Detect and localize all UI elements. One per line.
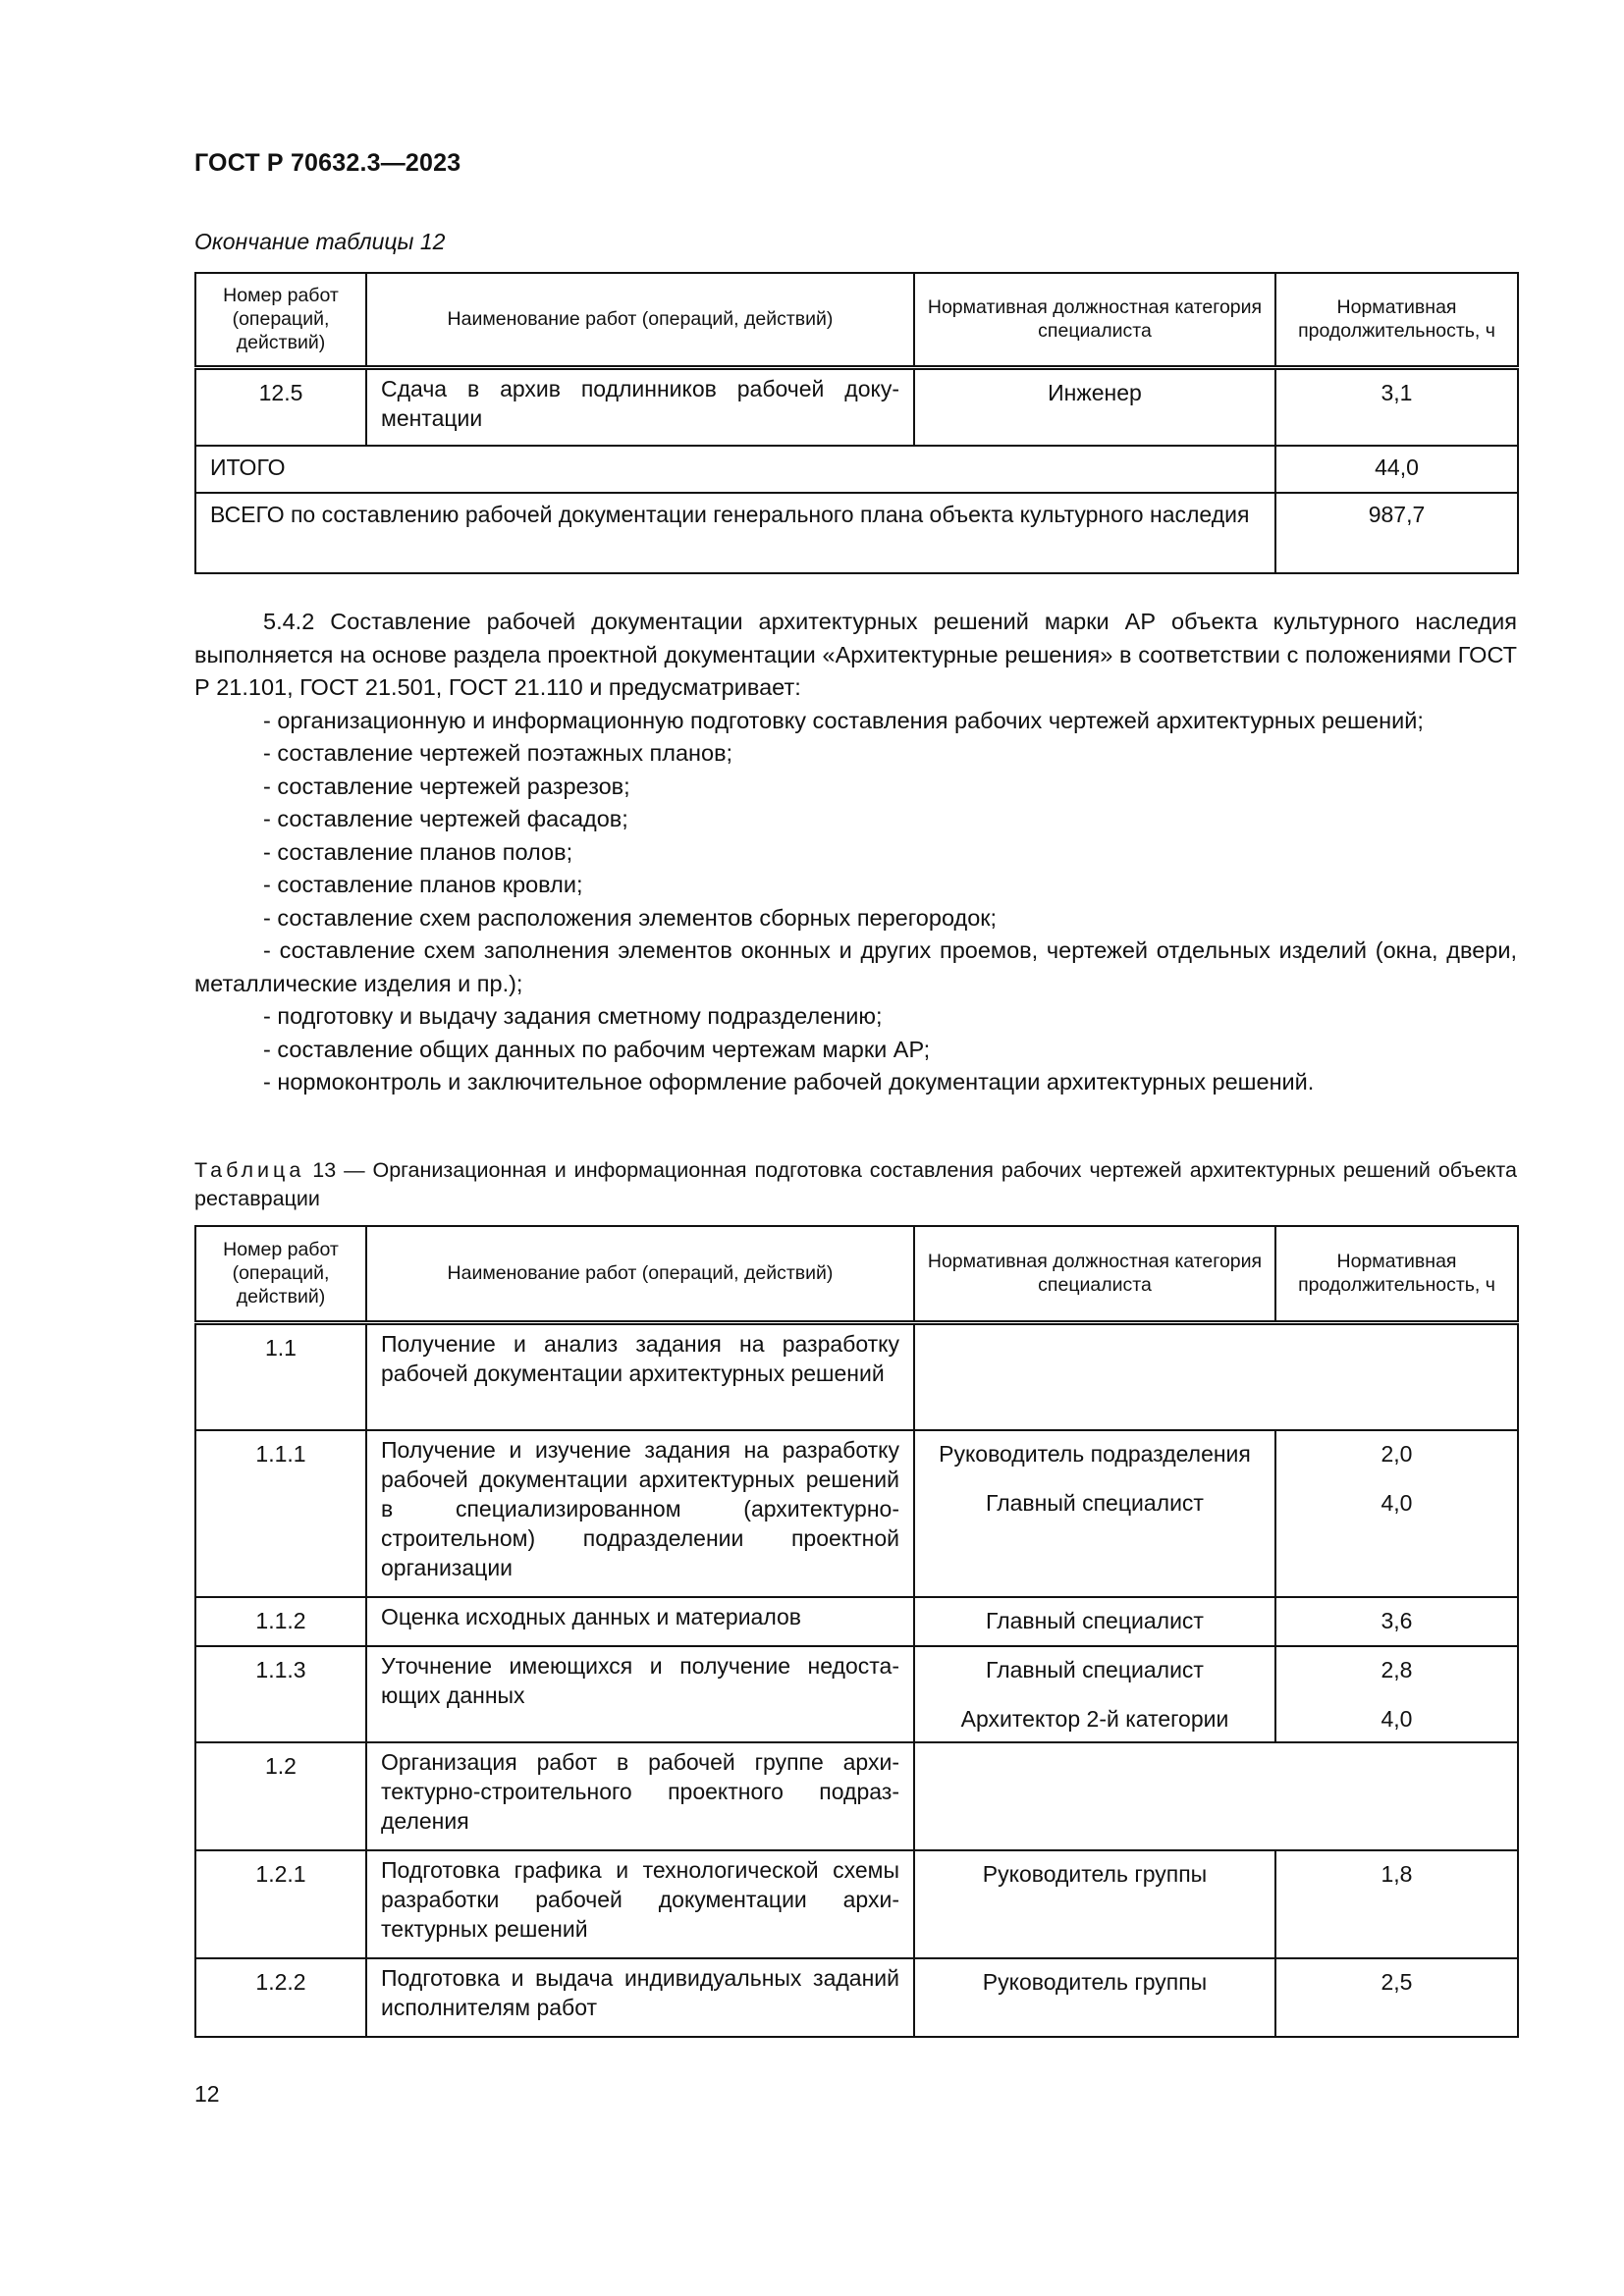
row-name: Уточнение имеющихся и получение недостающих данных xyxy=(366,1646,914,1742)
page-number: 12 xyxy=(194,2081,220,2107)
row-duration xyxy=(1275,1646,1518,1742)
list-item: - составление планов полов; xyxy=(263,838,573,865)
row-name: Подготовка и выдача индивидуальных заданий исполнителям работ xyxy=(366,1958,914,2037)
itogo-row xyxy=(195,446,1518,493)
category-1: Руководитель подразделения xyxy=(939,1441,1251,1467)
vsego-row xyxy=(195,493,1518,573)
caption-prefix: Таблица xyxy=(194,1158,305,1182)
duration-1: 2,8 xyxy=(1380,1657,1413,1682)
category-2: Архитектор 2-й категории xyxy=(960,1706,1229,1732)
category-1: Главный специалист xyxy=(986,1657,1204,1682)
list-item: - составление чертежей поэтажных планов; xyxy=(263,740,733,766)
document-code: ГОСТ Р 70632.3—2023 xyxy=(194,149,461,177)
row-category xyxy=(914,1646,1275,1742)
column-header-duration: Нормативная продолжительность, ч xyxy=(1275,1226,1518,1322)
list-item: - составление схем расположения элементов сборных перегородок; xyxy=(263,904,998,931)
row-number: 1.2.2 xyxy=(195,1958,366,2037)
table-row xyxy=(195,1646,1518,1742)
row-number: 1.1.1 xyxy=(195,1430,366,1597)
column-header-category: Нормативная должностная категория специалиста xyxy=(914,1226,1275,1322)
row-name: Организация работ в рабочей группе архитектурно-строительного проектного подразделения xyxy=(366,1742,914,1850)
row-name: Подготовка графика и технологической схемы разработки рабочей документации архитектурных решений xyxy=(366,1850,914,1958)
row-number: 12.5 xyxy=(195,367,366,446)
table-row-group xyxy=(195,1322,1518,1430)
column-header-name: Наименование работ (операций, действий) xyxy=(366,273,914,367)
row-empty xyxy=(914,1322,1518,1430)
vsego-value: 987,7 xyxy=(1275,493,1518,573)
itogo-value: 44,0 xyxy=(1275,446,1518,493)
list-item: - нормоконтроль и заключительное оформление рабочей документации архитектурных решений. xyxy=(263,1069,1315,1095)
list-item: - составление схем заполнения элементов оконных и других проемов, чертежей отдельных изделий (окна, двери, металлические изделия и пр.); xyxy=(194,937,1517,996)
row-number: 1.1 xyxy=(195,1322,366,1430)
table-13-caption xyxy=(194,1156,1517,1213)
list-item: - подготовку и выдачу задания сметному подразделению; xyxy=(263,1003,883,1029)
table-row xyxy=(195,1958,1518,2037)
column-header-name: Наименование работ (операций, действий) xyxy=(366,1226,914,1322)
table-row xyxy=(195,1597,1518,1646)
duration-2: 4,0 xyxy=(1380,1490,1413,1516)
duration-1: 2,0 xyxy=(1380,1441,1413,1467)
row-number: 1.2 xyxy=(195,1742,366,1850)
row-name: Получение и анализ задания на разработку рабочей документации архитектурных решений xyxy=(366,1322,914,1430)
section-intro: 5.4.2 Составление рабочей документации архитектурных решений марки АР объекта культурного наследия выполняется на основе раздела проектной документации «Архитектурные решения» в соответствии с положениями ГОСТ Р 21.101, ГОСТ 21.501, ГОСТ 21.110 и предусматривает: xyxy=(194,609,1517,700)
row-empty xyxy=(914,1742,1518,1850)
section-5-4-2 xyxy=(194,606,1517,1099)
table-13 xyxy=(194,1225,1519,2038)
list-item: - составление чертежей фасадов; xyxy=(263,806,628,831)
row-duration xyxy=(1275,1430,1518,1597)
table-header-row xyxy=(195,273,1518,367)
row-name: Сдача в архив подлинников рабочей документации xyxy=(366,367,914,446)
list-item: - составление планов кровли; xyxy=(263,872,583,897)
row-name: Оценка исходных данных и материалов xyxy=(366,1597,914,1646)
duration-2: 4,0 xyxy=(1380,1706,1413,1732)
column-header-duration: Нормативная продолжительность, ч xyxy=(1275,273,1518,367)
row-duration: 3,6 xyxy=(1275,1597,1518,1646)
row-category xyxy=(914,1430,1275,1597)
list-item: - составление чертежей разрезов; xyxy=(263,773,630,799)
row-number: 1.2.1 xyxy=(195,1850,366,1958)
row-duration: 1,8 xyxy=(1275,1850,1518,1958)
column-header-category: Нормативная должностная категория специалиста xyxy=(914,273,1275,367)
table-row-group xyxy=(195,1742,1518,1850)
row-category: Руководитель группы xyxy=(914,1850,1275,1958)
table-12 xyxy=(194,272,1519,574)
row-category: Руководитель группы xyxy=(914,1958,1275,2037)
table-row xyxy=(195,1430,1518,1597)
table-header-row xyxy=(195,1226,1518,1322)
row-category: Главный специалист xyxy=(914,1597,1275,1646)
row-number: 1.1.2 xyxy=(195,1597,366,1646)
row-duration: 2,5 xyxy=(1275,1958,1518,2037)
row-category: Инженер xyxy=(914,367,1275,446)
vsego-label: ВСЕГО по составлению рабочей документации генерального плана объекта культурного наследия xyxy=(195,493,1275,573)
category-2: Главный специалист xyxy=(986,1490,1204,1516)
column-header-number: Номер работ (операций, действий) xyxy=(195,273,366,367)
list-item: - составление общих данных по рабочим чертежам марки АР; xyxy=(263,1036,931,1062)
column-header-number: Номер работ (операций, действий) xyxy=(195,1226,366,1322)
table-row xyxy=(195,367,1518,446)
row-number: 1.1.3 xyxy=(195,1646,366,1742)
itogo-label: ИТОГО xyxy=(195,446,1275,493)
table-row xyxy=(195,1850,1518,1958)
caption-text: 13 — Организационная и информационная подготовка составления рабочих чертежей архитектурных решений объекта реставрации xyxy=(194,1158,1517,1210)
list-item: - организационную и информационную подготовку составления рабочих чертежей архитектурных решений; xyxy=(263,707,1424,733)
table-continuation-label: Окончание таблицы 12 xyxy=(194,229,446,254)
row-duration: 3,1 xyxy=(1275,367,1518,446)
row-name: Получение и изучение задания на разработку рабочей документации архитектурных решений в специализированном (архитектурно-строительном) подразделении проектной организации xyxy=(366,1430,914,1597)
